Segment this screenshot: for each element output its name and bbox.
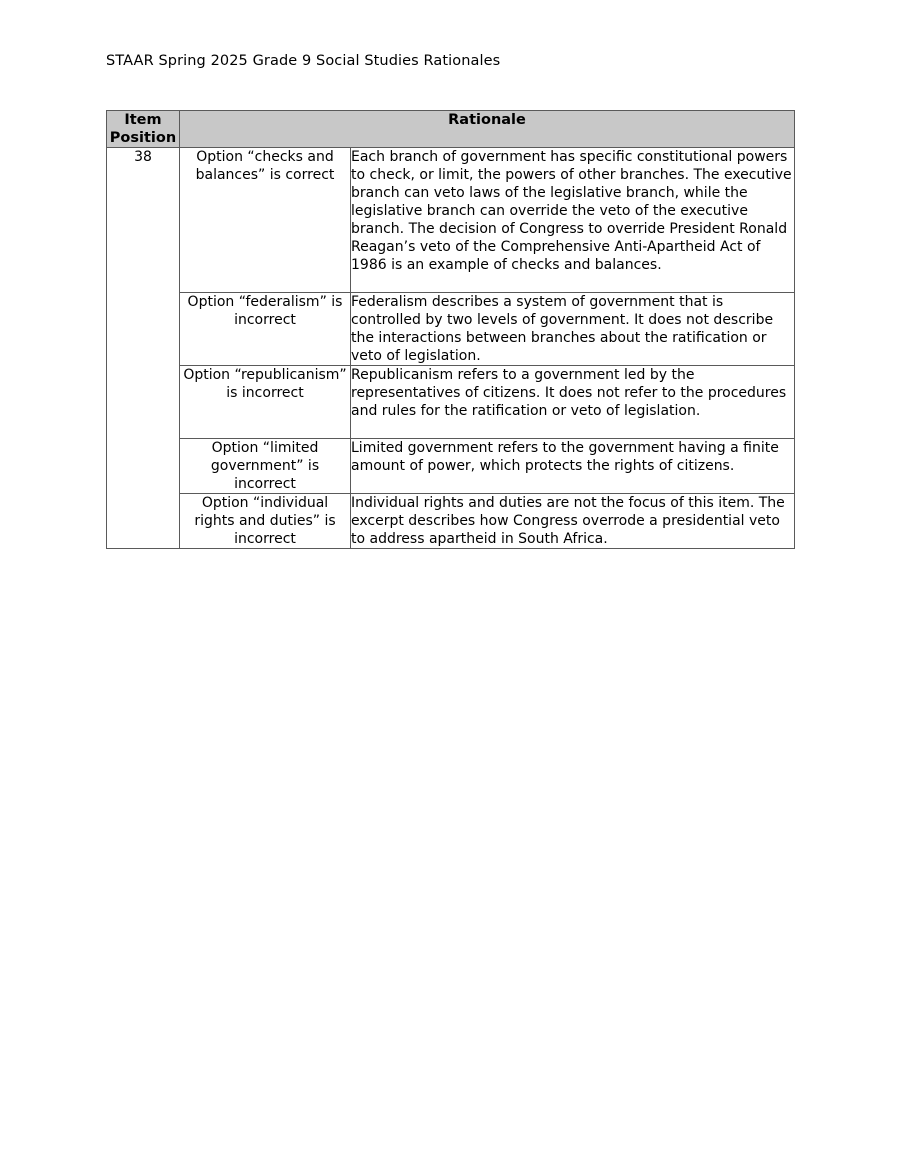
table-row [107,148,795,293]
option-cell: Option “republicanism” is incorrect [180,366,351,439]
item-position-header-line1: Item [124,112,162,128]
option-cell: Option “individual rights and duties” is incorrect [180,494,351,549]
rationale-cell: Federalism describes a system of government that is controlled by two levels of government. It does not describe the interactions between branches about the ratification or veto of legislation. [351,293,795,366]
rationale-cell: Limited government refers to the government having a finite amount of power, which protects the rights of citizens. [351,439,795,494]
option-cell: Option “limited government” is incorrect [180,439,351,494]
option-cell: Option “checks and balances” is correct [180,148,351,293]
rationale-cell: Individual rights and duties are not the focus of this item. The excerpt describes how Congress overrode a presidential veto to address apartheid in South Africa. [351,494,795,549]
option-cell: Option “federalism” is incorrect [180,293,351,366]
table-header-row [107,111,795,148]
page-header: STAAR Spring 2025 Grade 9 Social Studies Rationales [106,53,501,69]
item-position-header-line2: Position [109,130,177,146]
rationale-header: Rationale [180,111,795,148]
item-position-header [107,111,180,148]
table-row [107,293,795,366]
table-row [107,439,795,494]
rationale-cell: Republicanism refers to a government led by the representatives of citizens. It does not refer to the procedures and rules for the ratification or veto of legislation. [351,366,795,439]
rationale-table [106,110,795,549]
table-row [107,366,795,439]
item-position-cell: 38 [107,148,180,549]
table-row [107,494,795,549]
rationale-cell: Each branch of government has specific constitutional powers to check, or limit, the powers of other branches. The executive branch can veto laws of the legislative branch, while the legislative branch can override the veto of the executive branch. The decision of Congress to override President Ronald Reagan’s veto of the Comprehensive Anti-Apartheid Act of 1986 is an example of checks and balances. [351,148,795,293]
